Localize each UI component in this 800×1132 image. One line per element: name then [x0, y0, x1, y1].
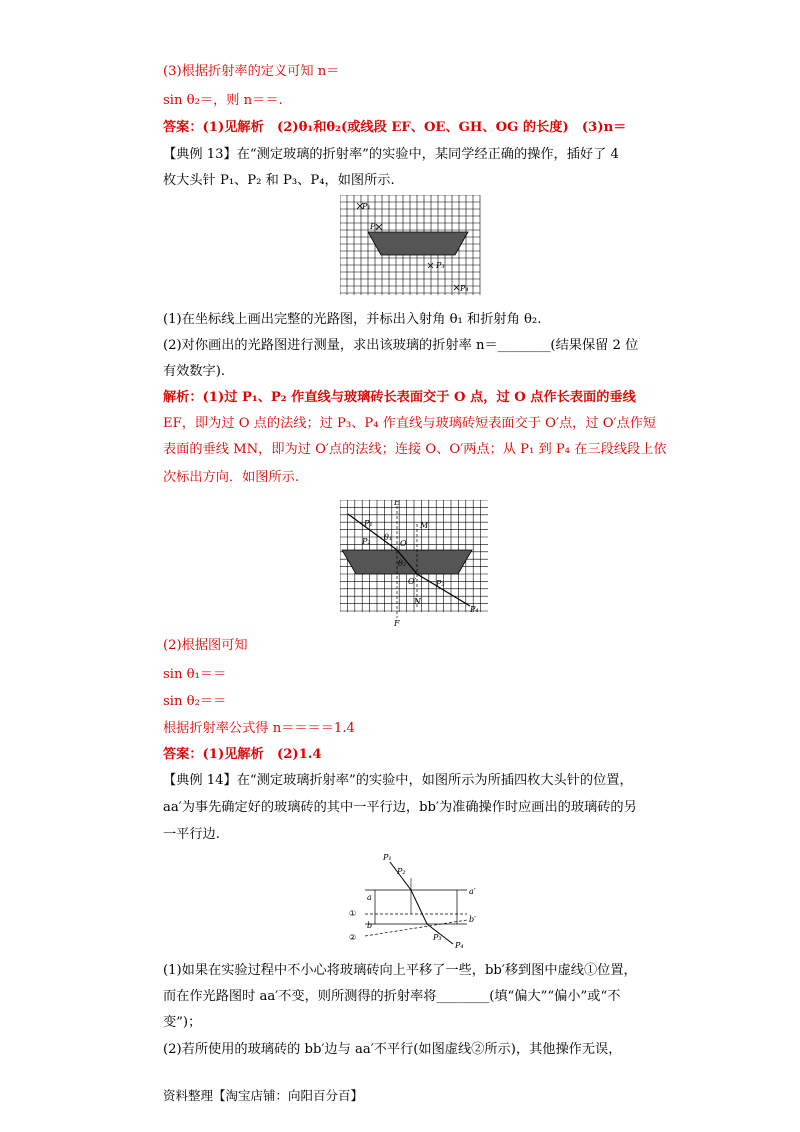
label-p4: P₄ [470, 605, 479, 614]
label-a: a [367, 893, 372, 902]
text-line-l10: EF，即为过 O 点的法线；过 P₃、P₄ 作直线与玻璃砖短表面交于 O′点，过 O′点作短 [163, 416, 657, 431]
text-line-l12: 次标出方向．如图所示. [163, 470, 300, 485]
label-b: b [367, 921, 373, 930]
text-line-l4: 【典例 13】在“测定玻璃的折射率”的实验中，某同学经正确的操作，插好了 4 [163, 147, 619, 162]
label-theta2: θ₂ [398, 559, 407, 568]
figure-13-solution [340, 500, 490, 630]
label-p2: P₂ [362, 537, 371, 546]
text-line-l9: 解析：(1)过 P₁、P₂ 作直线与玻璃砖长表面交于 O 点，过 O 点作长表面的垂线 [163, 390, 636, 405]
text-line-l7: (2)对你画出的光路图进行测量，求出该玻璃的折射率 n＝________(结果保留 2 位 [163, 338, 639, 353]
text-line-l6: (1)在坐标线上画出完整的光路图，并标出入射角 θ₁ 和折射角 θ₂. [163, 312, 542, 327]
text-line-l3: 答案：(1)见解析 (2)θ₁和θ₂(或线段 EF、OE、GH、OG 的长度) (3)n＝ [163, 120, 627, 135]
label-p4: P₄ [455, 941, 464, 950]
text-line-l17: 答案：(1)见解析 (2)1.4 [163, 747, 322, 762]
label-p1: P₁ [362, 202, 371, 211]
text-line-l2: sin θ₂＝，则 n＝＝. [163, 93, 283, 108]
figure-13-pins [340, 195, 482, 297]
text-line-l23: 变”)； [163, 1015, 202, 1030]
figure-14-pins [345, 848, 485, 950]
label-circle-1: ① [349, 909, 357, 918]
label-p3: P₃ [436, 579, 445, 588]
text-line-l18: 【典例 14】在“测定玻璃折射率”的实验中，如图所示为所插四枚大头针的位置， [163, 773, 633, 788]
label-p1: P₁ [383, 853, 392, 862]
text-line-l5: 枚大头针 P₁、P₂ 和 P₃、P₄，如图所示. [163, 173, 395, 188]
text-line-l8: 有效数字). [163, 364, 226, 379]
label-m: M [420, 521, 429, 530]
text-line-l13: (2)根据图可知 [163, 638, 248, 653]
label-circle-2: ② [349, 933, 357, 942]
text-line-l15: sin θ₂＝＝ [163, 694, 227, 709]
label-o-prime: O′ [408, 577, 417, 586]
label-theta1: θ₁ [384, 533, 393, 542]
text-line-l11: 表面的垂线 MN，即为过 O′点的法线；连接 O、O′两点；从 P₁ 到 P₄ 在三段线段上依 [163, 442, 667, 457]
glass-brick [368, 232, 468, 255]
footer: 资料整理【淘宝店铺：向阳百分百】 [163, 1088, 364, 1103]
label-p2: P₂ [370, 222, 379, 231]
text-line-l14: sin θ₁＝＝ [163, 667, 227, 682]
label-n: N [414, 597, 421, 606]
label-p3: P₃ [433, 933, 442, 942]
label-p1: P₁ [364, 519, 373, 528]
dashed-line-2 [365, 920, 467, 936]
text-line-l24: (2)若所使用的玻璃砖的 bb′边与 aa′不平行(如图虚线②所示)，其他操作无误， [163, 1042, 622, 1057]
label-a-prime: a′ [469, 887, 476, 896]
text-line-l16: 根据折射率公式得 n＝＝＝＝1.4 [163, 721, 355, 736]
label-p2: P₂ [397, 867, 406, 876]
text-line-l20: 一平行边. [163, 827, 220, 842]
label-o: O [400, 539, 407, 548]
label-p3: P₃ [436, 261, 445, 270]
label-f: F [394, 619, 400, 628]
text-line-l21: (1)如果在实验过程中不小心将玻璃砖向上平移了一些，bb′移到图中虚线①位置， [163, 963, 637, 978]
label-b-prime: b′ [469, 915, 476, 924]
text-line-l1: (3)根据折射率的定义可知 n＝ [163, 64, 340, 79]
text-line-l19: aa′为事先确定好的玻璃砖的其中一平行边，bb′为准确操作时应画出的玻璃砖的另 [163, 800, 637, 815]
label-p4: P₄ [460, 284, 469, 293]
text-line-l22: 而在作光路图时 aa′不变，则所测得的折射率将________(填“偏大”“偏小”或“不 [163, 989, 621, 1004]
label-e: E [394, 500, 400, 507]
